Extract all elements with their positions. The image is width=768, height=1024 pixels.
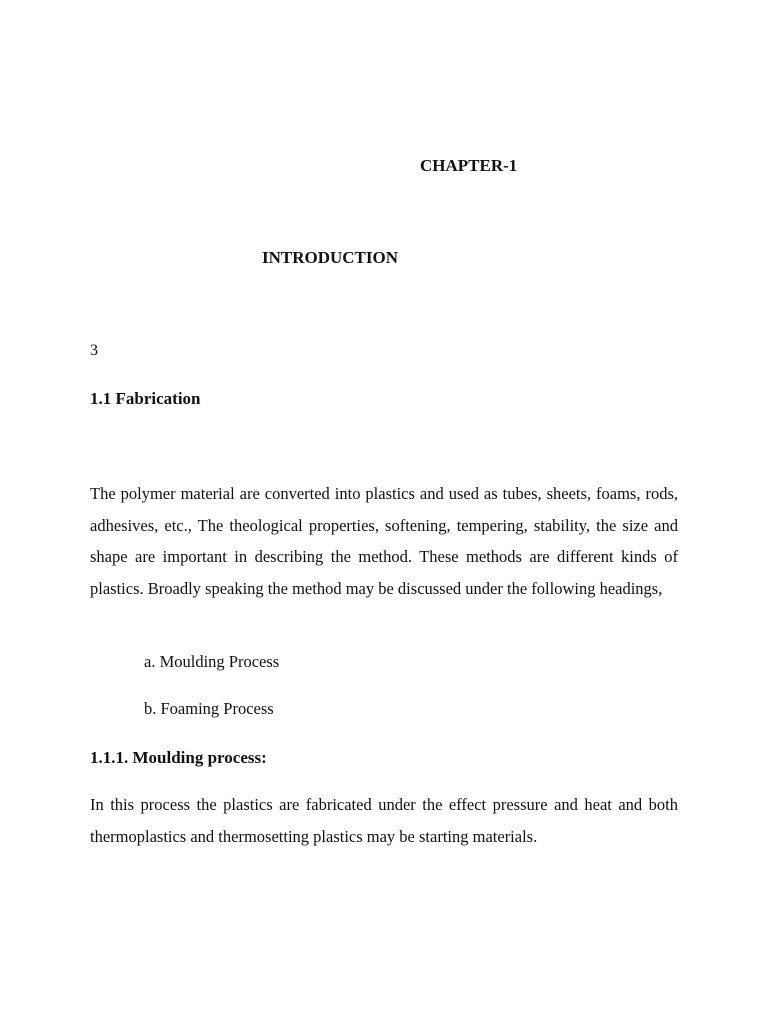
chapter-title: INTRODUCTION bbox=[262, 248, 399, 267]
list-item-moulding: a. Moulding Process bbox=[144, 652, 280, 671]
section-heading: 1.1 Fabrication bbox=[90, 389, 201, 408]
section-paragraph: The polymer material are converted into plastics and used as tubes, sheets, foams, rods, adhesives, etc., The theological properties, softening, tempering, stability, the size and shape are important in describing the method. These methods are different kinds of plastics. Broadly speaking the method may be discussed under the following headings, bbox=[90, 484, 678, 598]
page-number: 3 bbox=[90, 342, 98, 359]
chapter-heading: CHAPTER-1 bbox=[420, 156, 518, 175]
list-item-foaming: b. Foaming Process bbox=[144, 699, 274, 718]
subsection-heading: 1.1.1. Moulding process: bbox=[90, 748, 267, 767]
subsection-paragraph: In this process the plastics are fabricated under the effect pressure and heat and both thermoplastics and thermosetting plastics may be starting materials. bbox=[90, 795, 678, 846]
